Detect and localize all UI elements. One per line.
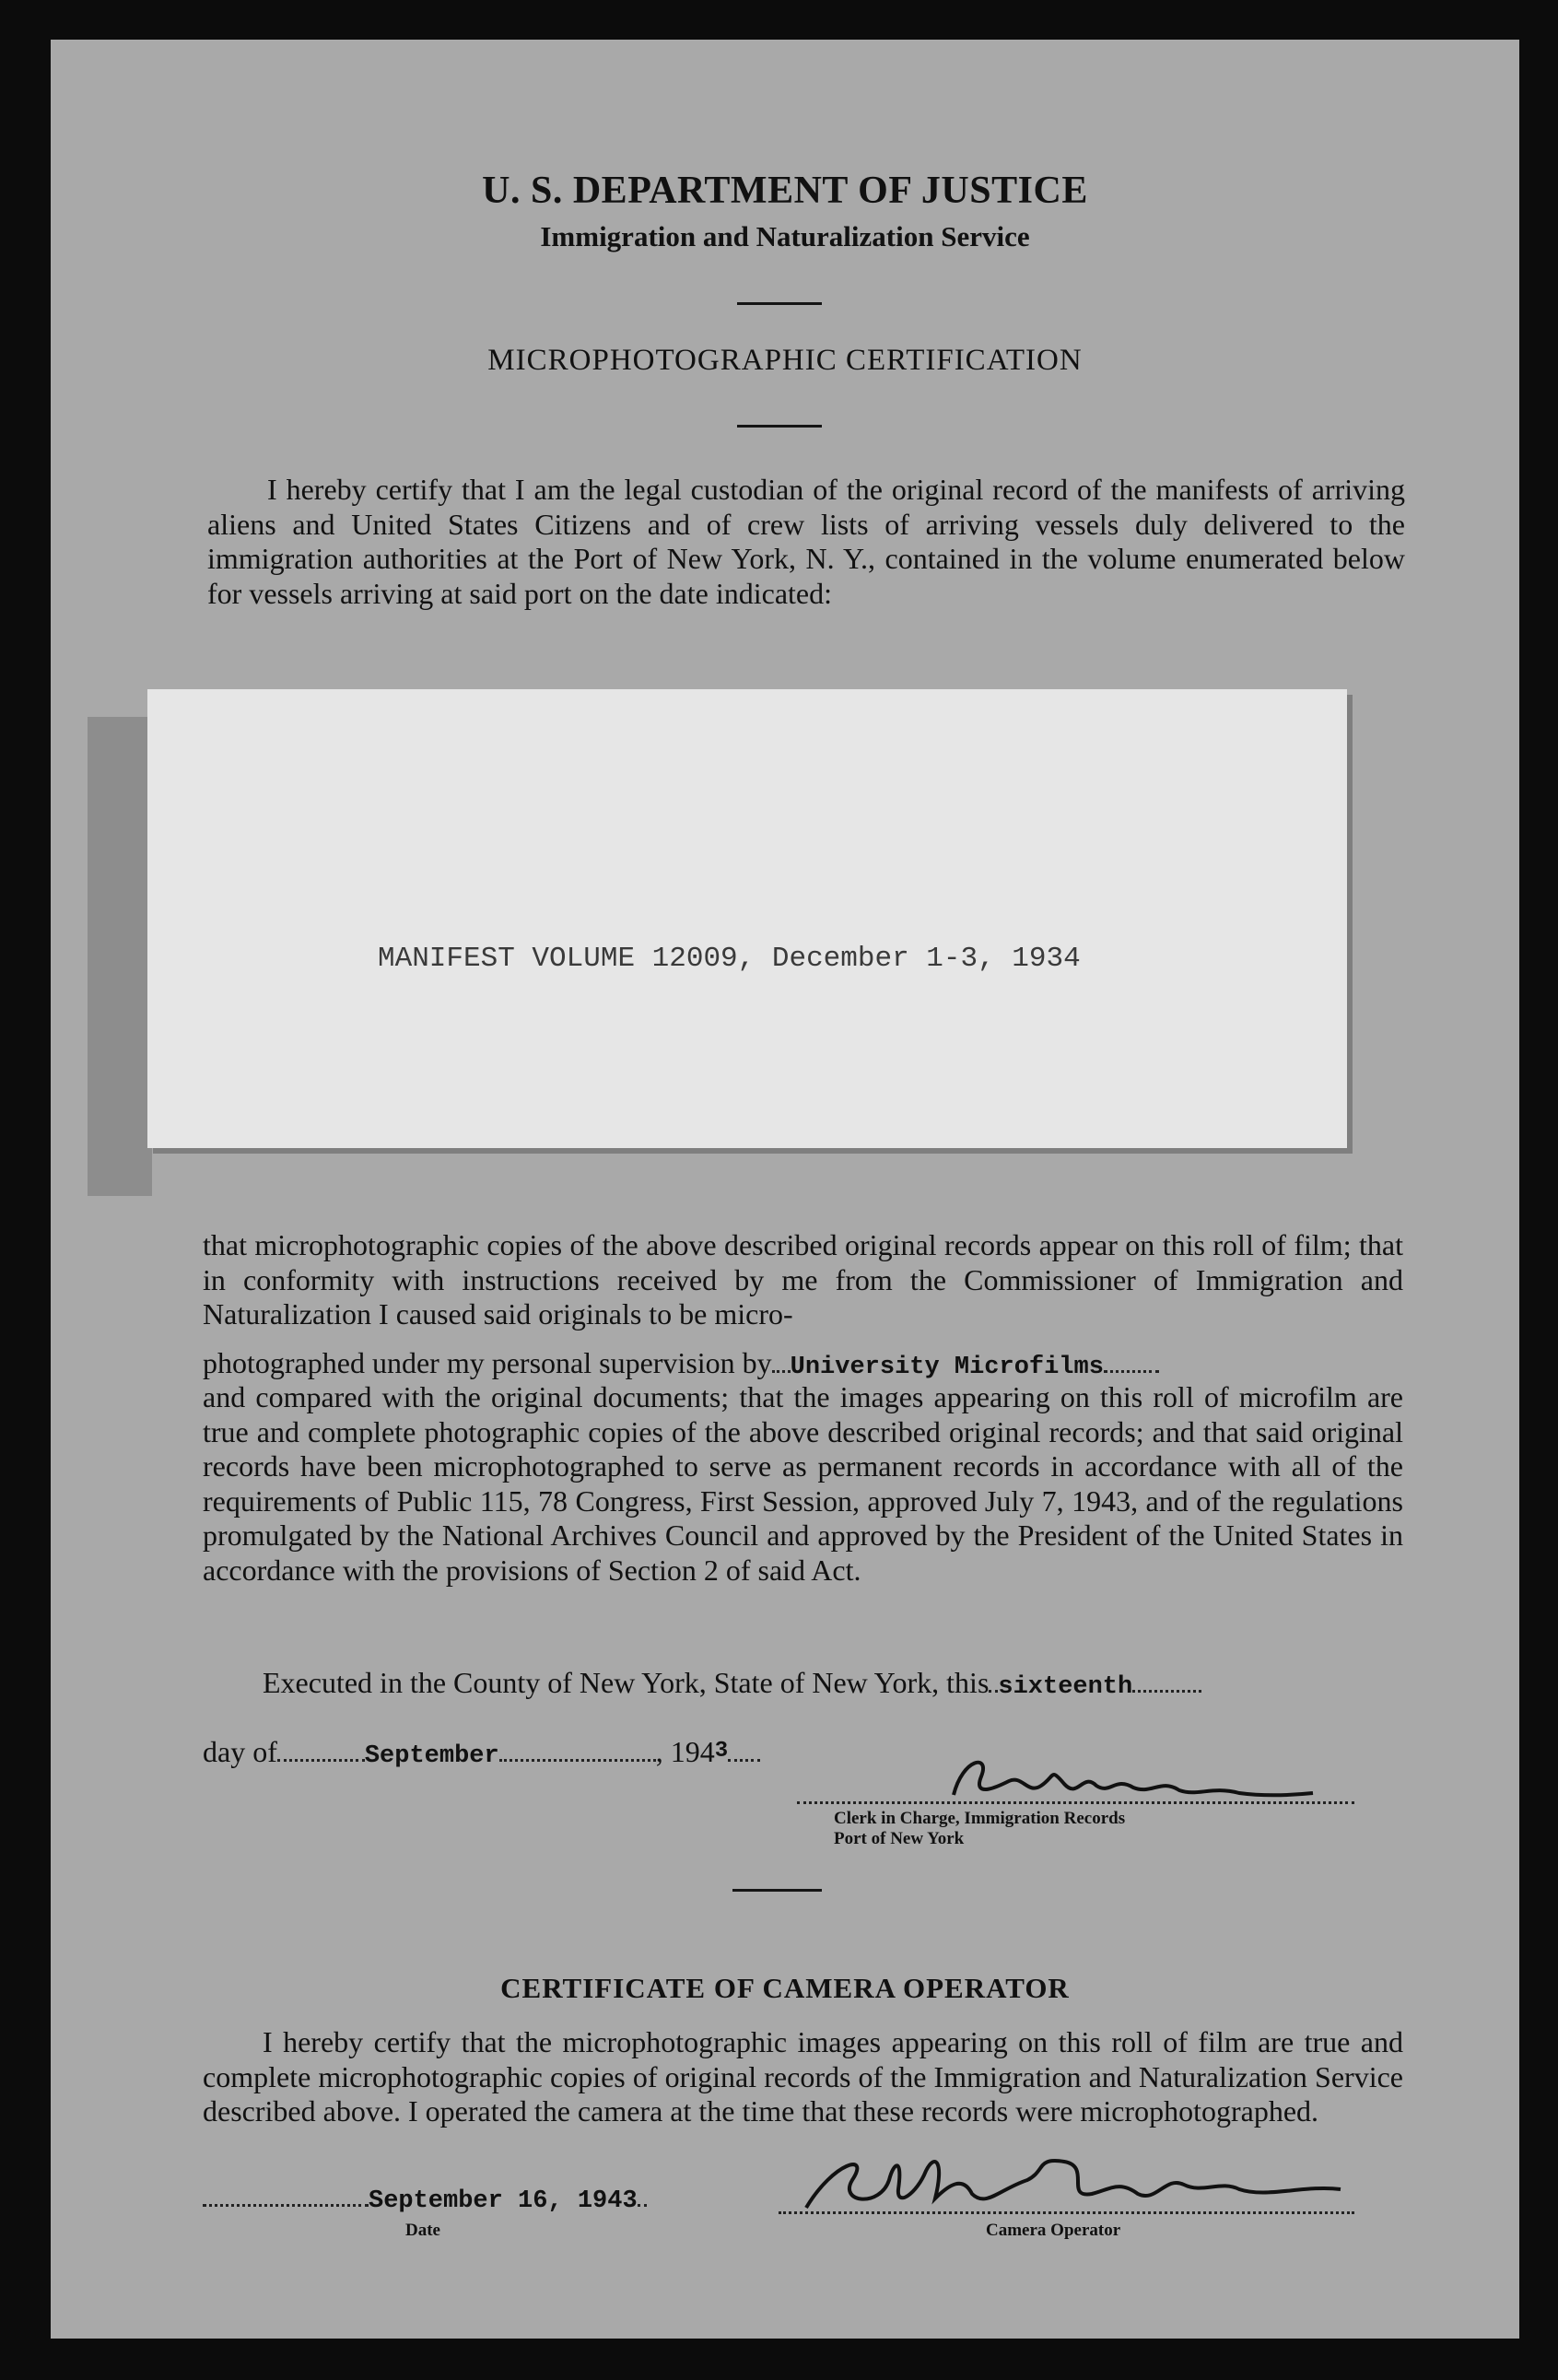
execution-day: sixteenth: [998, 1673, 1133, 1701]
intro-paragraph: I hereby certify that I am the legal custodian of the original record of the manifests of arriving aliens and United States Citizens and of crew lists of arriving vessels duly delivered to the immigration authorities at the Port of New York, N. Y., contained in the volume enumerated below for vessels arriving at said port on the date indicated:: [207, 473, 1405, 610]
camera-divider: [732, 1889, 822, 1892]
clerk-title-line1: Clerk in Charge, Immigration Records: [834, 1809, 1126, 1828]
manifest-volume-text: MANIFEST VOLUME 12009, December 1-3, 1934: [378, 943, 1081, 975]
certificate-page: [51, 40, 1519, 2339]
title-divider: [737, 425, 822, 428]
body-paragraph-1: that microphotographic copies of the above described original records appear on this roll of film; that in conformity with instructions received by me from the Commissioner of Immigration and Naturalization I caused said originals to be micro-: [203, 1228, 1403, 1331]
manifest-volume-card: [147, 689, 1347, 1148]
supervision-prefix: photographed under my personal supervision by: [203, 1346, 772, 1379]
execution-date-line: [203, 1735, 760, 1770]
body-paragraph-2: and compared with the original documents; that the images appearing on this roll of microfilm are true and complete photographic copies of the above described original records; and that said original records have been microphotographed to serve as permanent records in accordance with all of the requirements of Public 115, 78 Congress, First Session, approved July 7, 1943, and of the regulations promulgated by the National Archives Council and approved by the President of the United States in accordance with the provisions of Section 2 of said Act.: [203, 1380, 1403, 1587]
day-of-label: day of: [203, 1735, 277, 1768]
execution-month: September: [364, 1742, 499, 1770]
header-divider: [737, 302, 822, 305]
year-prefix: , 194: [655, 1735, 715, 1768]
certification-title: MICROPHOTOGRAPHIC CERTIFICATION: [487, 344, 1083, 377]
service-subheading: Immigration and Naturalization Service: [540, 220, 1030, 252]
execution-line: [263, 1666, 1201, 1701]
year-digit: 3: [714, 1739, 729, 1764]
clerk-title-line2: Port of New York: [834, 1829, 965, 1848]
operator-signature: [788, 2143, 1359, 2226]
camera-date-line: [203, 2180, 647, 2215]
microfilm-company: University Microfilms: [790, 1354, 1104, 1381]
camera-date: September 16, 1943: [369, 2187, 638, 2215]
camera-paragraph: I hereby certify that the microphotographic images appearing on this roll of film are true and complete microphotographic copies of original records of the Immigration and Naturalization Service described above. I operated the camera at the time that these records were microphotographed.: [203, 2025, 1403, 2128]
camera-certificate-title: CERTIFICATE OF CAMERA OPERATOR: [500, 1972, 1070, 2004]
department-heading: U. S. DEPARTMENT OF JUSTICE: [482, 170, 1088, 212]
execution-prefix: Executed in the County of New York, State of New York, this: [263, 1666, 990, 1699]
operator-label: Camera Operator: [986, 2221, 1121, 2240]
supervision-line: [203, 1346, 1403, 1381]
card-shadow: [88, 717, 152, 1196]
clerk-signature: [935, 1749, 1322, 1813]
clerk-title: [834, 1809, 1125, 1849]
date-label: Date: [405, 2221, 440, 2240]
